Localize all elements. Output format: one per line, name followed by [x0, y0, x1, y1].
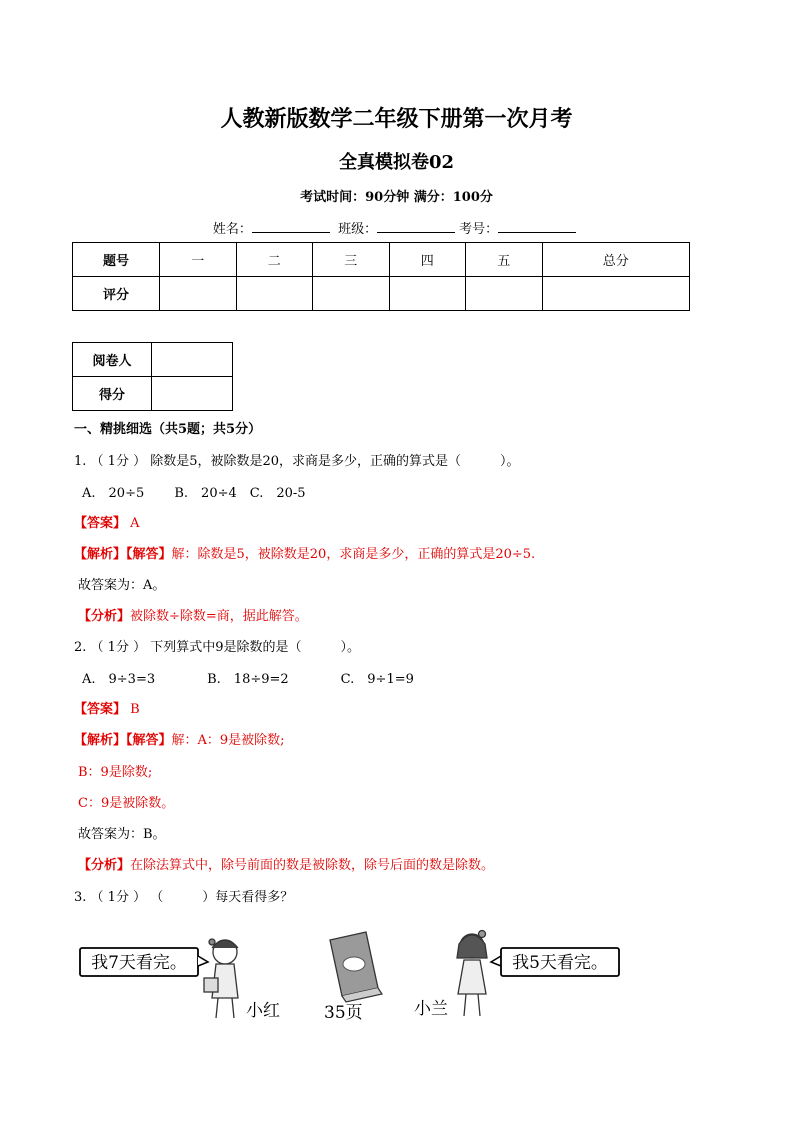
review-table	[72, 342, 233, 411]
number-label: 考号：	[459, 222, 499, 237]
number-blank[interactable]	[498, 220, 576, 233]
question-1-analysis	[74, 543, 535, 562]
score-table-header-row	[73, 243, 690, 277]
score-table-score-row	[73, 277, 690, 311]
answer-tag: 【答案】	[74, 702, 127, 717]
reviewer-cell[interactable]	[152, 343, 233, 377]
question-number-header: 题号	[73, 243, 160, 277]
question-2-options: A. 9÷3=3 B. 18÷9=2 C. 9÷1=9	[82, 672, 414, 687]
reviewer-label: 阅卷人	[73, 343, 152, 377]
question-2-conclusion: 故答案为：B。	[78, 827, 166, 842]
review-row	[73, 343, 233, 377]
answer-tag: 【答案】	[74, 516, 127, 531]
score-cell[interactable]	[236, 277, 313, 311]
book-icon	[330, 932, 382, 1002]
name-blank[interactable]	[252, 220, 330, 233]
name-label: 姓名：	[212, 222, 252, 237]
book-pages-label: 35页	[324, 1003, 363, 1023]
score-table	[72, 242, 690, 311]
fenxi-tag: 【分析】	[78, 858, 131, 873]
question-1-answer	[74, 512, 140, 531]
score-cell[interactable]	[542, 277, 690, 311]
review-score-label: 得分	[73, 377, 152, 411]
column-4: 四	[389, 243, 466, 277]
girl-xiaolan-icon	[457, 931, 487, 1017]
analysis-text: 解：A：9是被除数;	[171, 733, 285, 748]
score-row-label: 评分	[73, 277, 160, 311]
score-cell[interactable]	[389, 277, 466, 311]
student-info-line	[0, 218, 793, 237]
score-cell[interactable]	[160, 277, 237, 311]
answer-value: B	[126, 702, 140, 717]
question-2-fenxi	[78, 854, 494, 873]
section-title: 一、精挑细选（共5题；共5分）	[74, 422, 262, 437]
review-score-cell[interactable]	[152, 377, 233, 411]
left-speech-bubble	[80, 948, 208, 976]
column-2: 二	[236, 243, 313, 277]
right-speech-bubble	[491, 948, 619, 976]
answer-value: A	[126, 516, 140, 531]
question-1-stem: 1. （ 1分 ） 除数是5，被除数是20，求商是多少，正确的算式是（ ）。	[74, 454, 520, 469]
right-bubble-text: 我5天看完。	[512, 953, 608, 973]
xiaohong-name: 小红	[246, 1001, 280, 1021]
exam-info: 考试时间：90分钟 满分：100分	[300, 190, 493, 205]
fenxi-text: 被除数÷除数=商，据此解答。	[130, 609, 308, 624]
score-cell[interactable]	[313, 277, 390, 311]
question-3-illustration	[78, 918, 623, 1028]
analysis-tag: 【解析】【解答】	[74, 733, 172, 748]
question-2-analysis	[74, 729, 285, 748]
score-cell[interactable]	[466, 277, 543, 311]
class-label: 班级：	[338, 222, 378, 237]
fenxi-tag: 【分析】	[78, 609, 131, 624]
question-2-stem: 2. （ 1分 ） 下列算式中9是除数的是（ ）。	[74, 640, 360, 655]
analysis-tag: 【解析】【解答】	[74, 547, 172, 562]
column-3: 三	[313, 243, 390, 277]
class-blank[interactable]	[377, 220, 455, 233]
question-2-answer	[74, 698, 140, 717]
column-5: 五	[466, 243, 543, 277]
question-2-analysis-c: C：9是被除数。	[78, 796, 175, 811]
girl-xiaohong-icon	[204, 939, 238, 1018]
fenxi-text: 在除法算式中，除号前面的数是被除数，除号后面的数是除数。	[130, 858, 495, 873]
review-score-row	[73, 377, 233, 411]
question-1-conclusion: 故答案为：A。	[78, 578, 166, 593]
column-1: 一	[160, 243, 237, 277]
column-total: 总分	[542, 243, 690, 277]
question-1-fenxi	[78, 605, 308, 624]
analysis-text: 解：除数是5，被除数是20，求商是多少，正确的算式是20÷5.	[171, 547, 536, 562]
page-subtitle: 全真模拟卷02	[338, 152, 455, 173]
question-1-options: A. 20÷5 B. 20÷4 C. 20-5	[82, 486, 306, 501]
left-bubble-text: 我7天看完。	[91, 953, 187, 973]
question-3-stem: 3. （ 1分 ） （ ）每天看得多？	[74, 890, 294, 905]
question-2-analysis-b: B：9是除数;	[78, 765, 153, 780]
xiaolan-name: 小兰	[414, 999, 448, 1019]
page-title: 人教新版数学二年级下册第一次月考	[220, 106, 573, 132]
